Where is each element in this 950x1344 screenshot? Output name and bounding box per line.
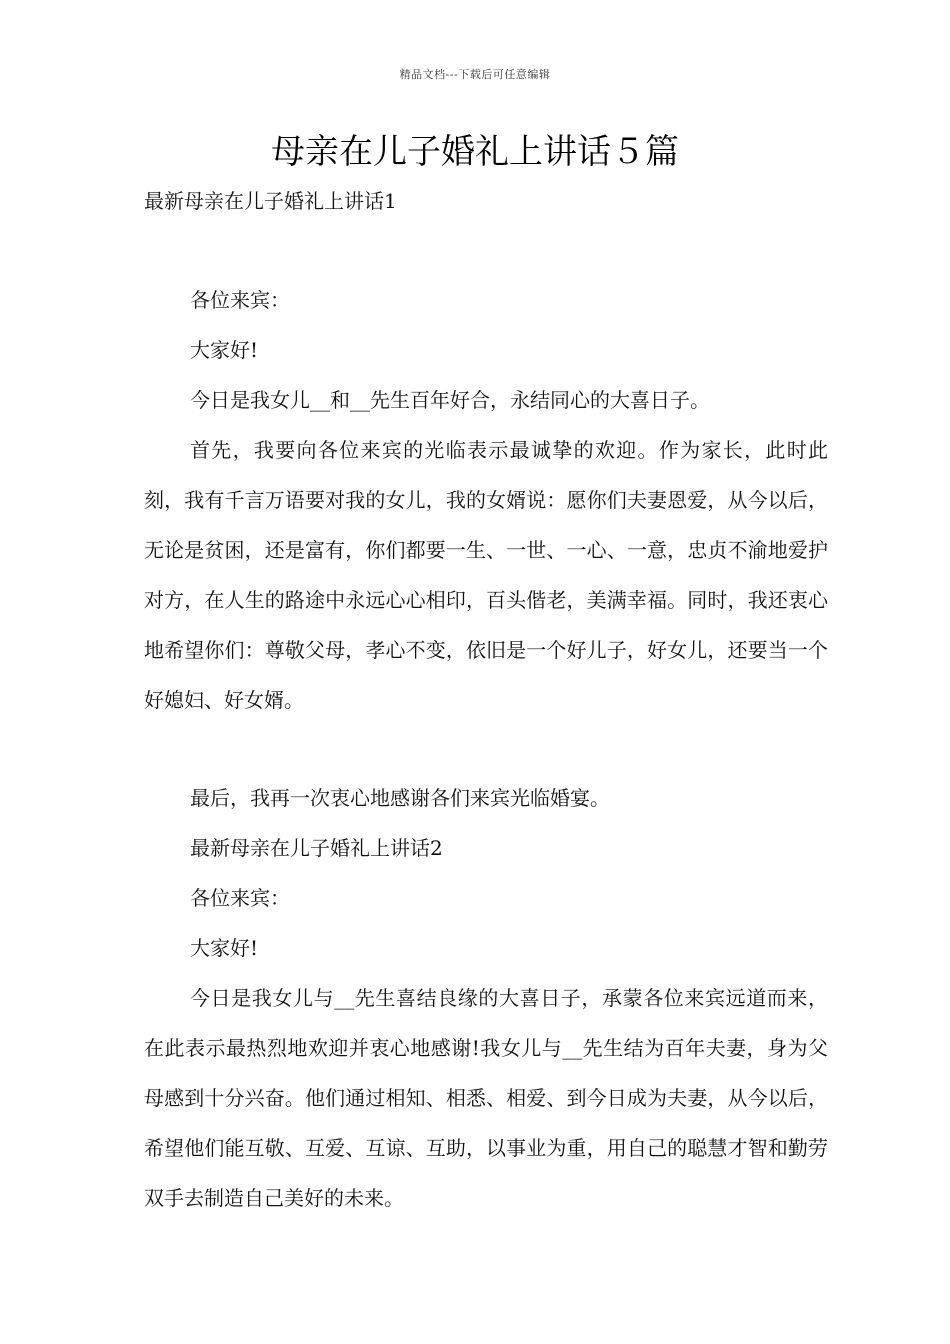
greeting-1: 各位来宾： — [190, 288, 290, 312]
hello-2: 大家好! — [190, 936, 259, 960]
document-body — [144, 275, 828, 1223]
greeting-2: 各位来宾： — [190, 886, 290, 910]
hello-1: 大家好! — [190, 338, 259, 362]
paragraph-2-1: 今日是我女儿与__先生喜结良缘的大喜日子，承蒙各位来宾远道而来，在此表示最热烈地欢迎并衷心地感谢!我女儿与__先生结为百年夫妻，身为父母感到十分兴奋。他们通过相知、相悉、相爱、到今日成为夫妻，从今以后，希望他们能互敬、互爱、互谅、互助，以事业为重，用自己的聪慧才智和勤劳双手去制造自己美好的未来。 — [144, 986, 828, 1210]
section-1-heading: 最新母亲在儿子婚礼上讲话1 — [144, 189, 397, 213]
page-header: 精品文档---下载后可任意编辑 — [399, 68, 551, 81]
document-title: 母亲在儿子婚礼上讲话５篇 — [271, 132, 679, 172]
paragraph-1-1: 今日是我女儿__和__先生百年好合，永结同心的大喜日子。 — [190, 388, 710, 412]
paragraph-gap — [144, 725, 828, 773]
paragraph-1-2: 首先，我要向各位来宾的光临表示最诚挚的欢迎。作为家长，此时此刻，我有千言万语要对我的女儿，我的女婿说：愿你们夫妻恩爱，从今以后，无论是贫困，还是富有，你们都要一生、一世、一心、一意，忠贞不渝地爱护对方，在人生的路途中永远心心相印，百头偕老，美满幸福。同时，我还衷心地希望你们：尊敬父母，孝心不变，依旧是一个好儿子，好女儿，还要当一个好媳妇、好女婿。 — [144, 438, 828, 712]
section-2-heading: 最新母亲在儿子婚礼上讲话2 — [190, 836, 443, 860]
paragraph-1-3: 最后，我再一次衷心地感谢各们来宾光临婚宴。 — [190, 786, 610, 810]
